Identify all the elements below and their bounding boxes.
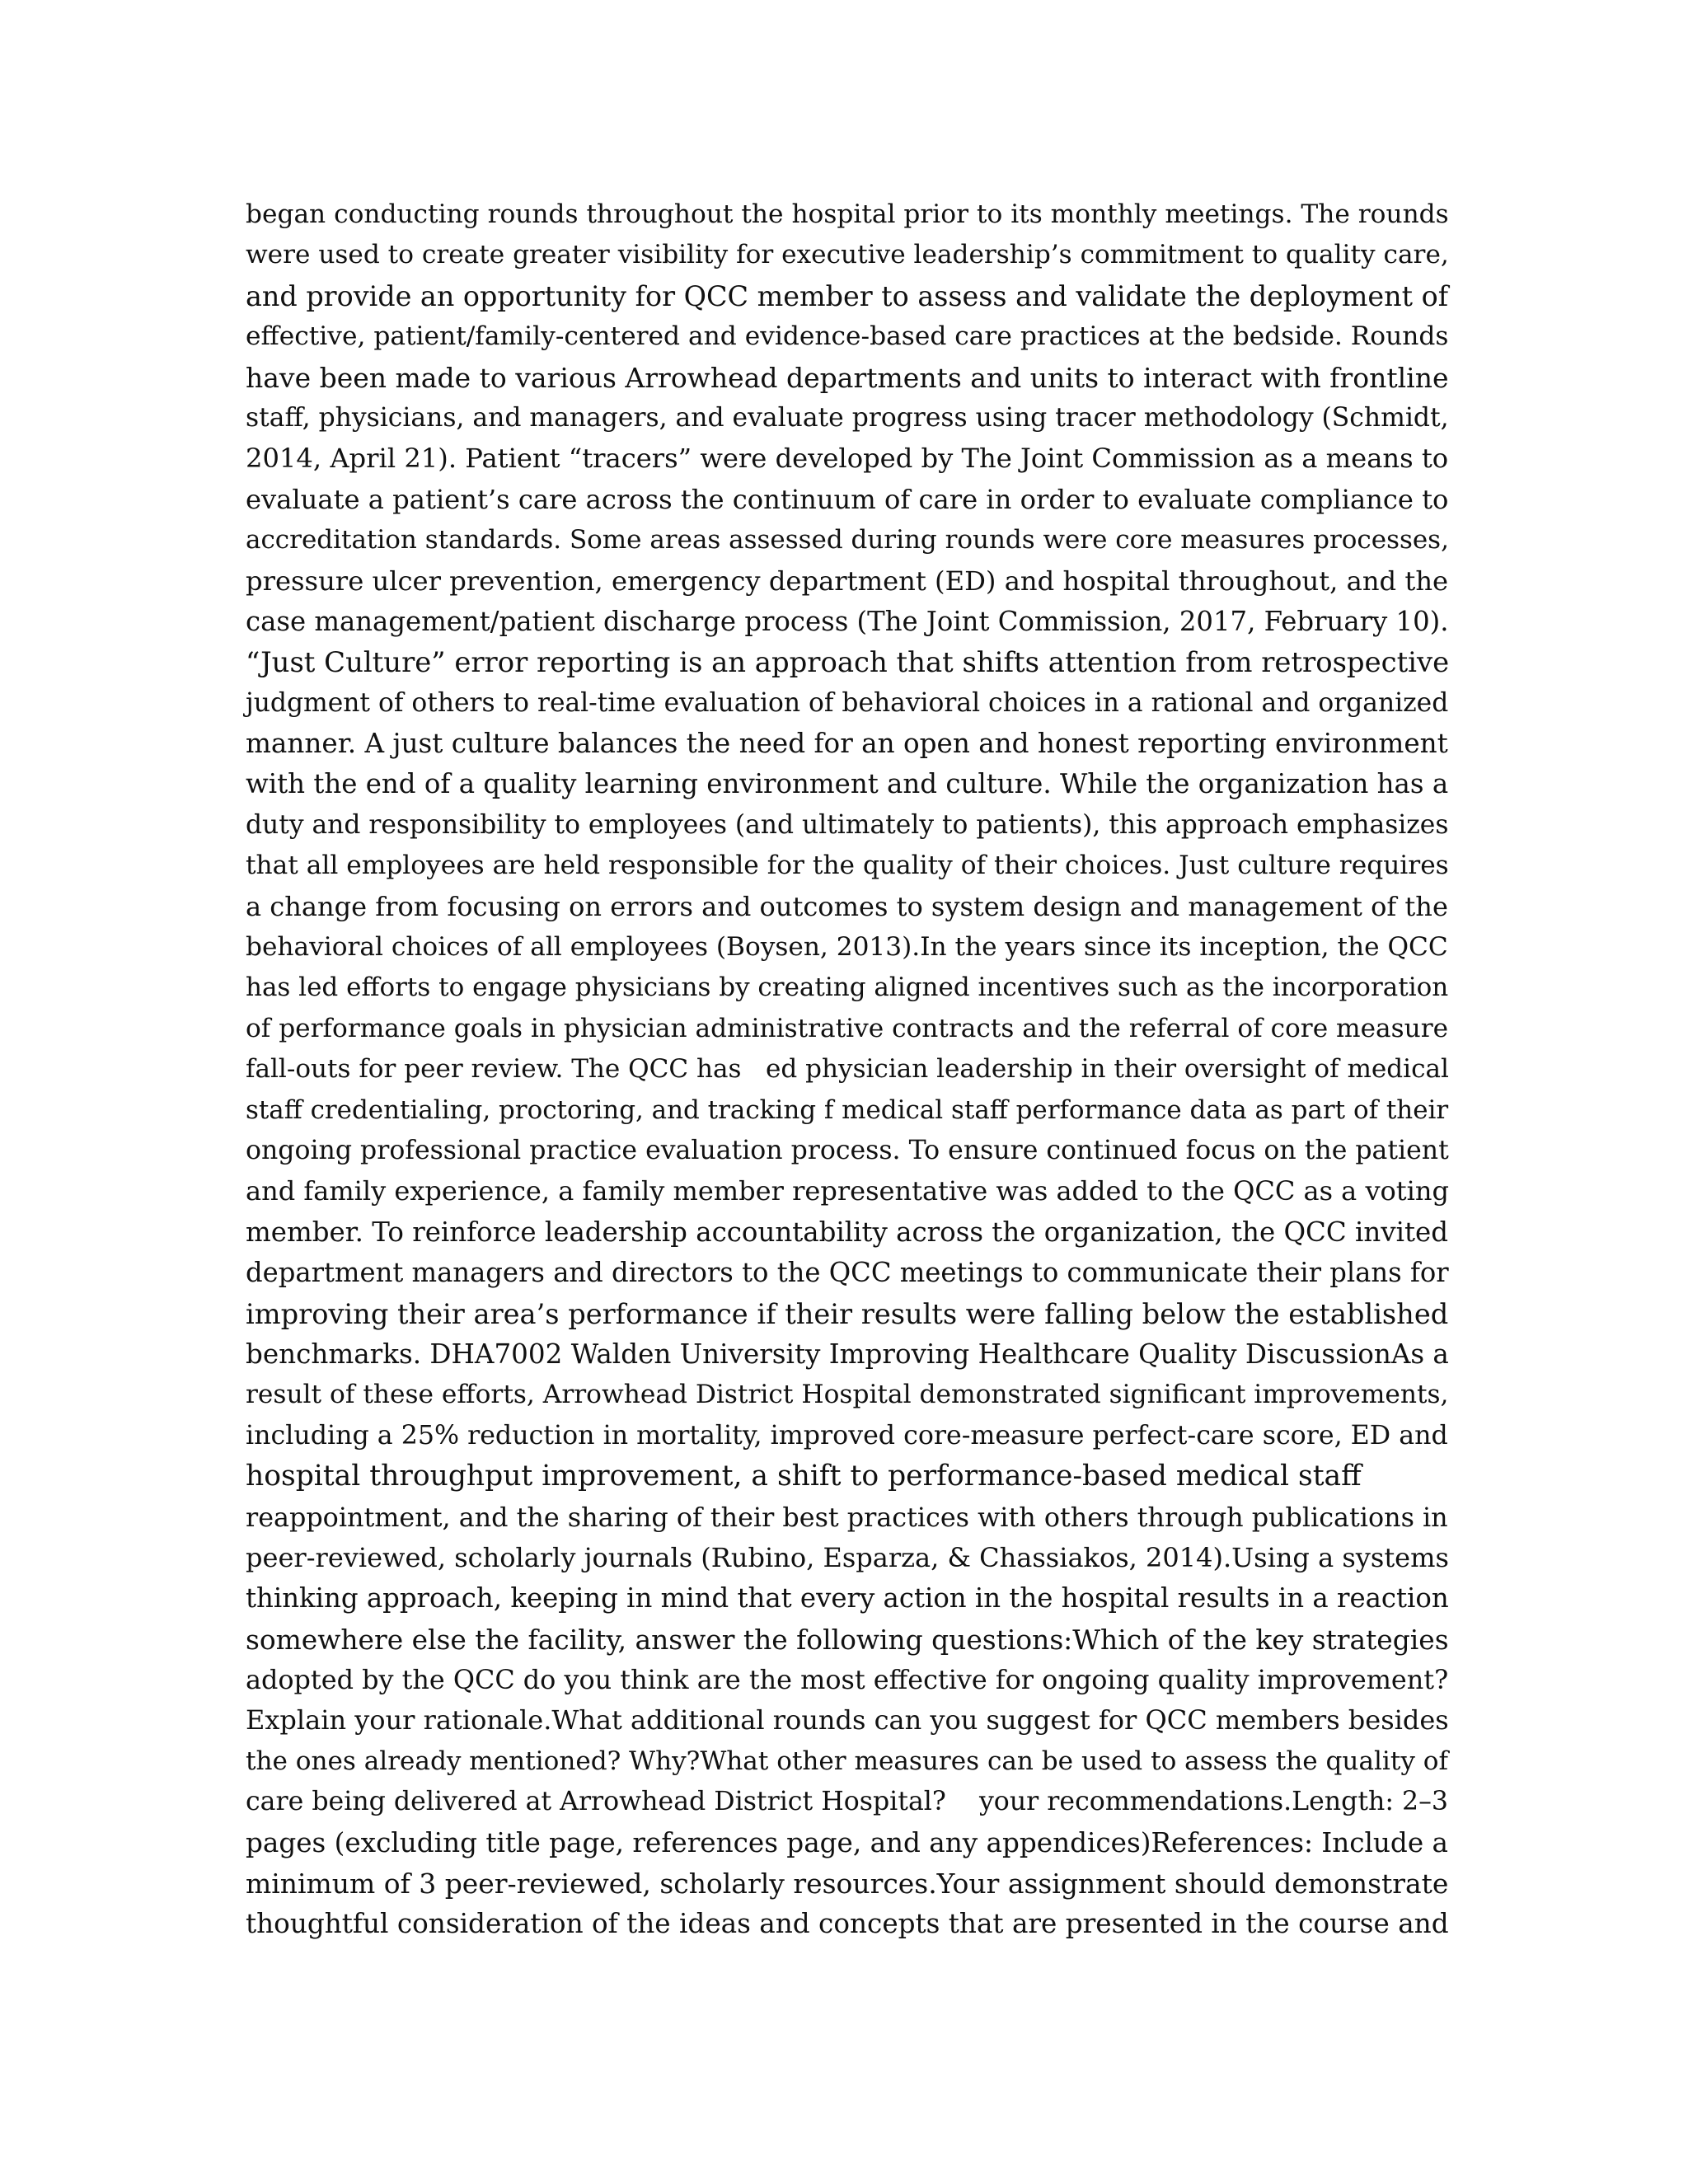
- text-line: benchmarks. DHA7002 Walden University Improving Healthcare Quality DiscussionAs a: [246, 1338, 1449, 1370]
- text-line: somewhere else the facility, answer the following questions:Which of the key strategies: [246, 1623, 1449, 1656]
- text-line: pages (excluding title page, references page, and any appendices)References: Include a: [246, 1826, 1448, 1858]
- body-text: [246, 194, 1449, 1945]
- text-line: have been made to various Arrowhead departments and units to interact with frontline: [246, 361, 1449, 394]
- text-line: and provide an opportunity for QCC member to assess and validate the deployment of: [246, 279, 1449, 312]
- text-line: fall-outs for peer review. The QCC has ed physician leadership in their oversight of medical: [246, 1054, 1449, 1085]
- text-line: were used to create greater visibility for executive leadership’s commitment to quality care,: [246, 240, 1449, 270]
- text-line: member. To reinforce leadership accountability across the organization, the QCC invited: [246, 1216, 1448, 1248]
- text-line: staff credentialing, proctoring, and tracking f medical staff performance data as part of their: [246, 1094, 1449, 1125]
- text-line: the ones already mentioned? Why?What other measures can be used to assess the quality of: [246, 1746, 1448, 1776]
- text-line: began conducting rounds throughout the hospital prior to its monthly meetings. The rounds: [246, 199, 1449, 229]
- text-line: thoughtful consideration of the ideas and concepts that are presented in the course and: [246, 1908, 1449, 1940]
- text-line: evaluate a patient’s care across the continuum of care in order to evaluate compliance to: [246, 483, 1449, 515]
- text-line: has led efforts to engage physicians by creating aligned incentives such as the incorporation: [246, 972, 1449, 1003]
- text-line: adopted by the QCC do you think are the most effective for ongoing quality improvement?: [246, 1664, 1449, 1696]
- text-line: department managers and directors to the QCC meetings to communicate their plans for: [246, 1257, 1449, 1289]
- text-line: 2014, April 21). Patient “tracers” were developed by The Joint Commission as a means to: [246, 443, 1449, 475]
- text-line: case management/patient discharge process (The Joint Commission, 2017, February 10).: [246, 605, 1449, 637]
- text-line: judgment of others to real-time evaluation of behavioral choices in a rational and organized: [246, 687, 1449, 718]
- text-line: Explain your rationale.What additional rounds can you suggest for QCC members besides: [246, 1704, 1449, 1736]
- text-line: a change from focusing on errors and outcomes to system design and management of the: [246, 890, 1448, 922]
- text-line: including a 25% reduction in mortality, improved core-measure perfect-care score, ED and: [246, 1420, 1448, 1451]
- text-line: hospital throughput improvement, a shift to performance-based medical staff: [246, 1460, 1362, 1493]
- text-line: duty and responsibility to employees (and ultimately to patients), this approach emphasizes: [246, 809, 1449, 840]
- text-line: thinking approach, keeping in mind that every action in the hospital results in a reaction: [246, 1582, 1449, 1615]
- text-line: of performance goals in physician administrative contracts and the referral of core measure: [246, 1013, 1449, 1043]
- text-line: effective, patient/family-centered and evidence-based care practices at the bedside. Rounds: [246, 321, 1449, 352]
- text-line: minimum of 3 peer-reviewed, scholarly resources.Your assignment should demonstrate: [246, 1868, 1449, 1900]
- text-line: accreditation standards. Some areas assessed during rounds were core measures processes,: [246, 525, 1449, 555]
- text-line: improving their area’s performance if their results were falling below the established: [246, 1297, 1449, 1330]
- text-line: with the end of a quality learning environment and culture. While the organization has a: [246, 768, 1449, 800]
- text-line: reappointment, and the sharing of their best practices with others through publications in: [246, 1501, 1448, 1533]
- text-line: manner. A just culture balances the need for an open and honest reporting environment: [246, 728, 1448, 760]
- text-line: “Just Culture” error reporting is an approach that shifts attention from retrospective: [246, 646, 1450, 679]
- text-line: that all employees are held responsible for the quality of their choices. Just culture requires: [246, 851, 1449, 881]
- text-line: and family experience, a family member representative was added to the QCC as a voting: [246, 1175, 1450, 1207]
- text-line: result of these efforts, Arrowhead District Hospital demonstrated significant improvements,: [246, 1380, 1449, 1410]
- text-line: peer-reviewed, scholarly journals (Rubino, Esparza, & Chassiakos, 2014).Using a systems: [246, 1541, 1449, 1573]
- text-line: staff, physicians, and managers, and evaluate progress using tracer methodology (Schmidt,: [246, 402, 1449, 433]
- text-line: ongoing professional practice evaluation process. To ensure continued focus on the patient: [246, 1135, 1449, 1165]
- text-line: behavioral choices of all employees (Boysen, 2013).In the years since its inception, the QCC: [246, 932, 1448, 963]
- text-line: pressure ulcer prevention, emergency department (ED) and hospital throughout, and the: [246, 565, 1449, 597]
- text-line: care being delivered at Arrowhead District Hospital? your recommendations.Length: 2–3: [246, 1787, 1448, 1817]
